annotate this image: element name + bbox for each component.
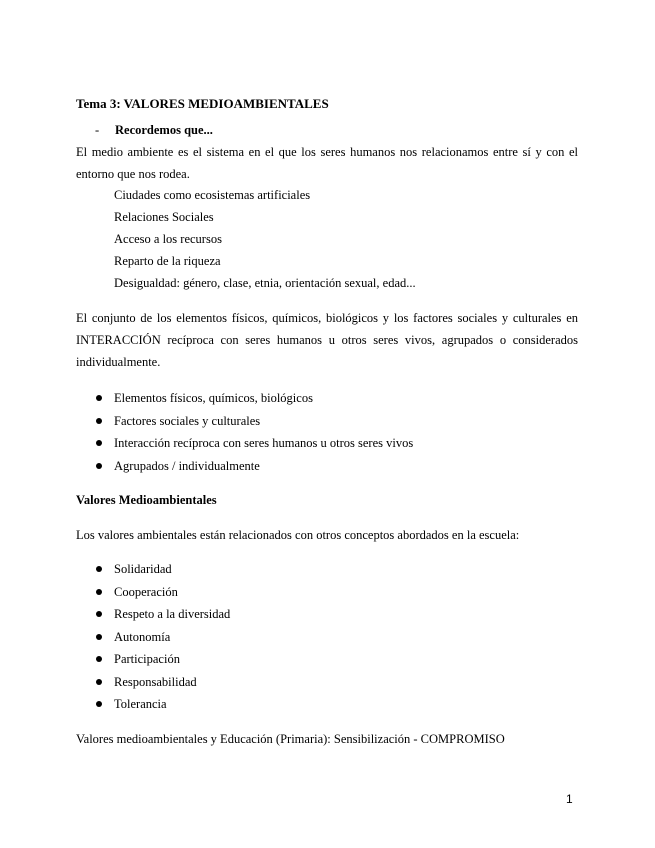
list-item: Relaciones Sociales	[114, 210, 214, 224]
bullet-text: Autonomía	[114, 629, 171, 644]
indented-list	[114, 184, 534, 294]
closing-line: Valores medioambientales y Educación (Primaria): Sensibilización - COMPROMISO	[76, 732, 505, 746]
bullet-text: Respeto a la diversidad	[114, 607, 231, 621]
bullet-item	[94, 671, 574, 694]
bullet-icon	[96, 589, 102, 595]
bullet-icon	[96, 463, 102, 469]
definition-bullet-list	[94, 387, 574, 477]
page-title: Tema 3: VALORES MEDIOAMBIENTALES	[76, 96, 329, 111]
bullet-icon	[96, 679, 102, 685]
section-heading: Valores Medioambientales	[76, 493, 217, 507]
bullet-item	[94, 603, 574, 626]
bullet-text: Agrupados / individualmente	[114, 458, 260, 473]
subheading-text: Recordemos que...	[115, 123, 213, 137]
bullet-icon	[96, 611, 102, 617]
values-bullet-list	[94, 558, 574, 716]
bullet-text: Solidaridad	[114, 562, 172, 576]
bullet-item	[94, 648, 574, 671]
bullet-icon	[96, 701, 102, 707]
bullet-item	[94, 581, 574, 604]
subheading	[95, 119, 597, 141]
bullet-text: Cooperación	[114, 584, 178, 599]
bullet-item	[94, 626, 574, 649]
intro-paragraph: El medio ambiente es el sistema en el que los seres humanos nos relacionamos entre sí y con el entorno que nos rodea.	[76, 145, 578, 181]
bullet-icon	[96, 566, 102, 572]
list-item: Reparto de la riqueza	[114, 254, 221, 268]
bullet-item	[94, 693, 574, 716]
bullet-icon	[96, 440, 102, 446]
list-item: Acceso a los recursos	[114, 232, 222, 246]
bullet-text: Responsabilidad	[114, 674, 197, 689]
bullet-text: Factores sociales y culturales	[114, 413, 261, 428]
subheading-dash: -	[95, 123, 100, 137]
bullet-text: Elementos físicos, químicos, biológicos	[114, 391, 313, 405]
bullet-item	[94, 432, 574, 455]
bullet-icon	[96, 418, 102, 424]
list-item: Desigualdad: género, clase, etnia, orientación sexual, edad...	[114, 276, 416, 290]
bullet-icon	[96, 634, 102, 640]
bullet-text: Interacción recíproca con seres humanos u otros seres vivos	[114, 436, 414, 450]
bullet-item	[94, 410, 574, 433]
values-intro: Los valores ambientales están relacionados con otros conceptos abordados en la escuela:	[76, 528, 520, 542]
list-item: Ciudades como ecosistemas artificiales	[114, 188, 311, 202]
bullet-item	[94, 455, 574, 478]
page-number: 1	[566, 792, 573, 806]
bullet-item	[94, 387, 574, 410]
bullet-item	[94, 558, 574, 581]
bullet-icon	[96, 656, 102, 662]
bullet-text: Participación	[114, 652, 180, 666]
bullet-icon	[96, 395, 102, 401]
definition-paragraph: El conjunto de los elementos físicos, químicos, biológicos y los factores sociales y culturales en INTERACCIÓN recíproca con seres humanos u otros seres vivos, agrupados o considerados individualmente.	[76, 311, 578, 369]
bullet-text: Tolerancia	[114, 697, 167, 711]
